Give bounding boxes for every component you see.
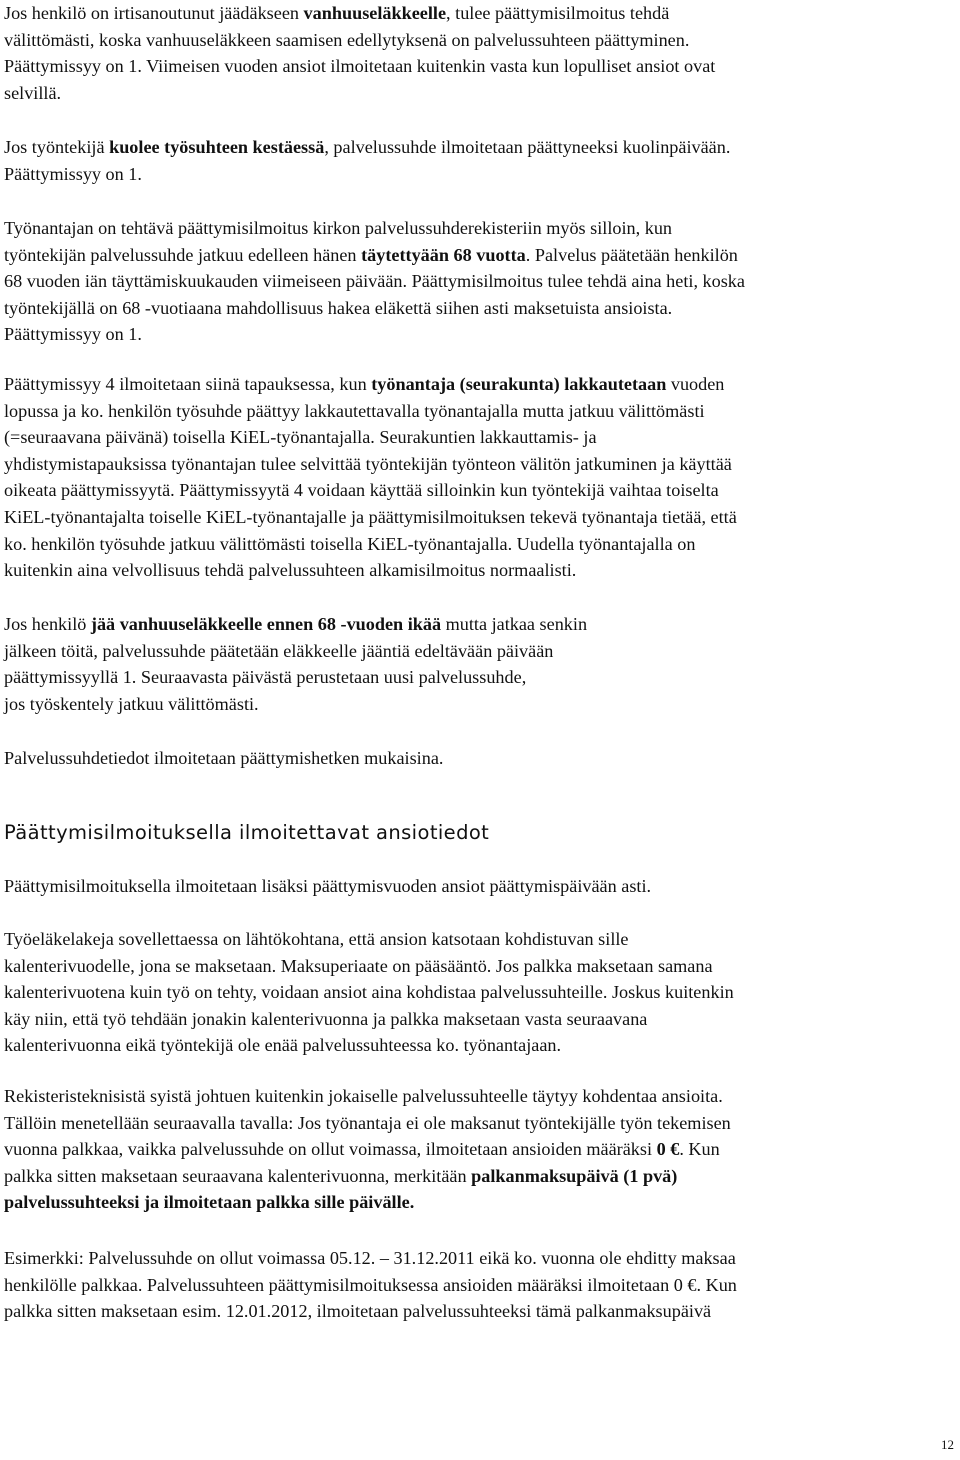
section-heading: Päättymisilmoituksella ilmoitettavat ansiotiedot <box>4 821 490 844</box>
text-run: , palvelussuhde ilmoitetaan päättyneeksi kuolinpäivään. <box>324 137 731 157</box>
text-line <box>4 979 954 1006</box>
text-line <box>4 926 954 953</box>
text-run: Rekisteristeknisistä syistä johtuen kuitenkin jokaiselle palvelussuhteelle täytyy kohdentaa ansioita. <box>4 1086 723 1106</box>
text-run: yhdistymistapauksissa työnantajan tulee selvittää työntekijän työnteon välitön jatkuminen ja käyttää <box>4 453 732 474</box>
paragraph-earnings-reported <box>4 873 954 900</box>
text-run: ko. henkilön työsuhde jatkuu välittömästi toisella KiEL-työnantajalla. Uudella työnantajalla on <box>4 533 696 554</box>
text-run: Päättymissyy 4 ilmoitetaan siinä tapauksessa, kun <box>4 374 372 394</box>
text-line <box>4 0 954 27</box>
text-line <box>4 557 954 584</box>
text-run: henkilölle palkkaa. Palvelussuhteen päättymisilmoituksessa ansioiden määräksi ilmoitetaan 0 €. Kun <box>4 1274 737 1295</box>
text-run: jos työskentely jatkuu välittömästi. <box>4 693 259 714</box>
text-line <box>4 53 954 80</box>
text-run: selvillä. <box>4 82 62 103</box>
text-line <box>4 1272 954 1299</box>
text-run: vuoden <box>666 374 725 394</box>
text-line <box>4 451 954 478</box>
paragraph-death-during-employment <box>4 134 954 187</box>
paragraph-retirement-before-68 <box>4 611 954 717</box>
text-run: Työeläkelakeja sovellettaessa on lähtökohtana, että ansion katsotaan kohdistuvan sille <box>4 929 629 949</box>
paragraph-age-68-termination <box>4 215 954 348</box>
bold-text-run: palvelussuhteeksi ja ilmoitetaan palkka sille päivälle. <box>4 1192 415 1213</box>
paragraph-termination-reason-4 <box>4 371 954 584</box>
text-run: kuitenkin aina velvollisuus tehdä palvelussuhteen alkamisilmoitus normaalisti. <box>4 560 577 581</box>
text-run: mutta jatkaa senkin <box>441 614 588 634</box>
text-line <box>4 638 954 665</box>
text-run: Päättymissyy on 1. <box>4 163 142 184</box>
text-run: kalenterivuodelle, jona se maksetaan. Maksuperiaate on pääsääntö. Jos palkka maksetaan samana <box>4 955 713 976</box>
paragraph-retirement-resignation <box>4 0 954 106</box>
text-run: käy niin, että työ tehdään jonakin kalenterivuonna ja palkka maksetaan vasta seuraavana <box>4 1008 648 1029</box>
text-run: oikeata päättymissyytä. Päättymissyytä 4 voidaan käyttää silloinkin kun työntekijä vaihtaa toiselta <box>4 480 719 501</box>
text-run: päättymissyyllä 1. Seuraavasta päivästä perustetaan uusi palvelussuhde, <box>4 667 527 688</box>
text-run: Työnantajan on tehtävä päättymisilmoitus kirkon palvelussuhderekisteriin myös silloin, kun <box>4 218 673 238</box>
text-line <box>4 664 954 691</box>
text-run: kalenterivuotena kuin työ on tehty, voidaan ansiot aina kohdistaa palvelussuhteille. Joskus kuitenkin <box>4 982 734 1003</box>
text-line <box>4 745 954 772</box>
text-line <box>4 953 954 980</box>
paragraph-register-allocation <box>4 1083 954 1216</box>
text-run: välittömästi, koska vanhuuseläkkeen saamisen edellytyksenä on palvelussuhteen päättyminen. <box>4 29 690 50</box>
text-line <box>4 1136 954 1163</box>
text-line <box>4 134 954 161</box>
text-run: . Kun <box>679 1139 720 1160</box>
text-line <box>4 424 954 451</box>
page-number: 12 <box>941 1437 954 1452</box>
text-run: vuonna palkkaa, vaikka palvelussuhde on ollut voimassa, ilmoitetaan ansioiden määräksi <box>4 1139 657 1160</box>
paragraph-employment-details <box>4 745 954 772</box>
text-line <box>4 371 954 398</box>
text-line <box>4 161 954 188</box>
text-line <box>4 1006 954 1033</box>
bold-text-run: 0 € <box>656 1139 680 1160</box>
text-line <box>4 1110 954 1137</box>
bold-text-run: jää vanhuuseläkkeelle ennen 68 -vuoden ikää <box>90 614 442 634</box>
text-line <box>4 80 954 107</box>
text-line <box>4 691 954 718</box>
text-run: Päättymissyy on 1. Viimeisen vuoden ansiot ilmoitetaan kuitenkin vasta kun lopulliset ansiot ovat <box>4 56 716 77</box>
text-run: Päättymissyy on 1. <box>4 324 142 345</box>
text-run: kalenterivuonna eikä työntekijä ole enää palvelussuhteessa ko. työnantajaan. <box>4 1035 562 1056</box>
text-run: jälkeen töitä, palvelussuhde päätetään eläkkeelle jääntiä edeltävään päivään <box>4 640 554 661</box>
text-run: Esimerkki: Palvelussuhde on ollut voimassa 05.12. – 31.12.2011 eikä ko. vuonna ole ehditty maksaa <box>4 1248 736 1268</box>
text-run: . Palvelus päätetään henkilön <box>525 244 738 265</box>
text-run: , tulee päättymisilmoitus tehdä <box>446 3 670 23</box>
text-run: työntekijällä on 68 -vuotiaana mahdollisuus hakea eläkettä siihen asti maksetuista ansioista. <box>4 297 673 318</box>
text-run: työntekijän palvelussuhde jatkuu edelleen hänen <box>4 244 362 265</box>
text-line <box>4 215 954 242</box>
text-run: lopussa ja ko. henkilön työsuhde päättyy lakkautettavalla työnantajalla mutta jatkuu välittömästi <box>4 400 705 421</box>
text-run: Jos työntekijä <box>4 137 110 157</box>
text-line <box>4 531 954 558</box>
text-run: Jos henkilö on irtisanoutunut jäädäkseen <box>4 3 304 23</box>
text-line <box>4 1083 954 1110</box>
text-line <box>4 504 954 531</box>
text-run: palkka sitten maksetaan esim. 12.01.2012, ilmoitetaan palvelussuhteeksi tämä palkanmaksupäivä <box>4 1301 712 1322</box>
bold-text-run: kuolee työsuhteen kestäessä <box>109 137 325 157</box>
text-run: Palvelussuhdetiedot ilmoitetaan päättymishetken mukaisina. <box>4 748 444 768</box>
text-line <box>4 321 954 348</box>
text-run: (=seuraavana päivänä) toisella KiEL-työnantajalla. Seurakuntien lakkauttamis- ja <box>4 427 597 448</box>
text-line <box>4 477 954 504</box>
text-run: 68 vuoden iän täyttämiskuukauden viimeiseen päivään. Päättymisilmoitus tulee tehdä aina heti, koska <box>4 271 745 292</box>
text-run: Jos henkilö <box>4 614 91 634</box>
text-run: Tällöin menetellään seuraavalla tavalla: Jos työnantaja ei ole maksanut työntekijälle työn tekemisen <box>4 1112 731 1133</box>
bold-text-run: työnantaja (seurakunta) lakkautetaan <box>371 374 667 394</box>
text-line <box>4 1298 954 1325</box>
text-line <box>4 1245 954 1272</box>
paragraph-payment-principle <box>4 926 954 1059</box>
text-line <box>4 268 954 295</box>
bold-text-run: palkanmaksupäivä (1 pvä) <box>471 1165 678 1186</box>
text-line <box>4 1163 954 1190</box>
text-line <box>4 242 954 269</box>
text-line <box>4 398 954 425</box>
text-line <box>4 295 954 322</box>
text-line <box>4 611 954 638</box>
bold-text-run: vanhuuseläkkeelle <box>303 3 447 23</box>
text-run: palkka sitten maksetaan seuraavana kalenterivuonna, merkitään <box>4 1165 472 1186</box>
text-line <box>4 1189 954 1216</box>
text-line <box>4 1032 954 1059</box>
text-line <box>4 27 954 54</box>
text-run: KiEL-työnantajalta toiselle KiEL-työnantajalle ja päättymisilmoituksen tekevä työnantaja tietää, että <box>4 506 737 527</box>
paragraph-example <box>4 1245 954 1325</box>
bold-text-run: täytettyään 68 vuotta <box>361 244 526 265</box>
text-line <box>4 873 954 900</box>
text-run: Päättymisilmoituksella ilmoitetaan lisäksi päättymisvuoden ansiot päättymispäivään asti. <box>4 876 652 896</box>
